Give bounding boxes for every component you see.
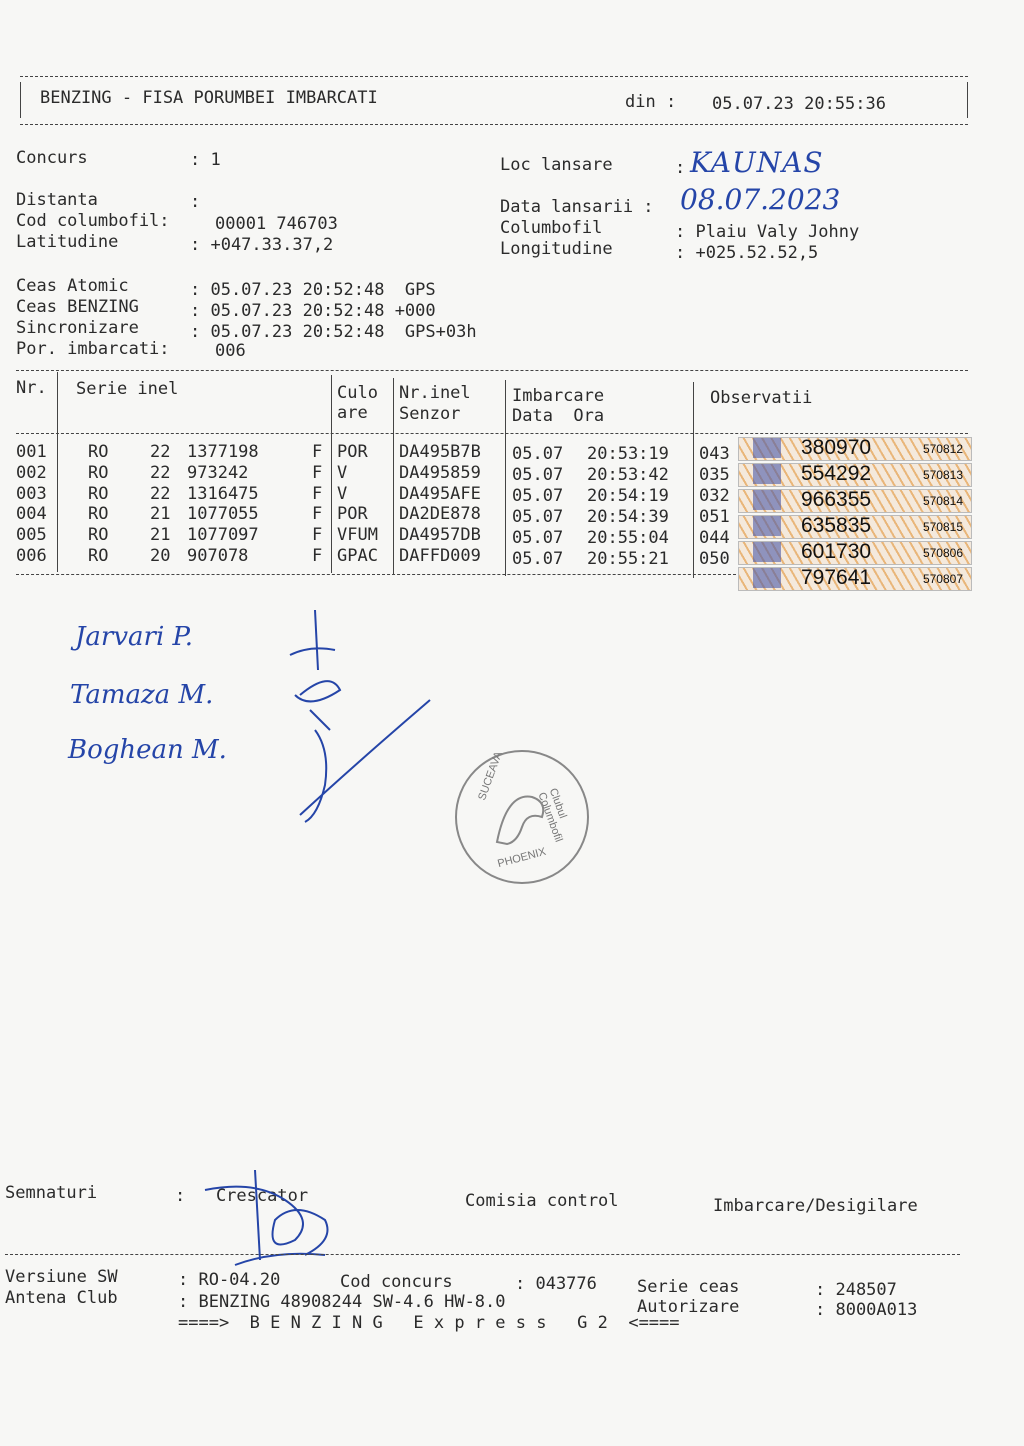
autorizare-value: : 8000A013 (815, 1300, 918, 1320)
header-nrinel-1: Nr.inel (399, 383, 471, 403)
header-nr: Nr. (16, 378, 47, 398)
cell-cul: POR (337, 442, 368, 462)
concurs-value: : 1 (190, 150, 221, 170)
cell-nr: 006 (16, 546, 47, 566)
por-imbarcati-value: 006 (215, 341, 246, 361)
seal-code: 570814 (922, 494, 963, 508)
versiune-sw-value: : RO-04.20 (178, 1270, 281, 1290)
cell-sex: F (312, 525, 323, 546)
cell-cul: V (337, 483, 348, 504)
seal-code: 570807 (922, 572, 963, 586)
seal-flag-icon (753, 542, 781, 562)
col-divider-serie (331, 375, 332, 573)
col-divider-nrinel (505, 380, 506, 576)
semnaturi-label: Semnaturi (5, 1183, 98, 1203)
seal-flag-icon (753, 438, 781, 458)
header-right-border (967, 82, 968, 118)
cell-nr: 004 (16, 504, 47, 525)
footer-divider (5, 1254, 960, 1255)
header-nrinel-2: Senzor (399, 404, 461, 424)
cell-data: 05.07 (512, 507, 564, 527)
sincronizare-label: Sincronizare (16, 318, 139, 338)
loc-lansare-handwritten: KAUNAS (690, 146, 824, 179)
seal-sticker (738, 489, 972, 513)
cell-inel: 1377198 (187, 442, 259, 462)
comisia-control-label: Comisia control (465, 1191, 619, 1211)
cell-tara: RO (88, 525, 109, 546)
seal-flag-icon (753, 516, 781, 536)
handwritten-name-2: Tamaza M. (70, 680, 214, 710)
data-lansarii-label: Data lansarii : (500, 197, 654, 217)
table-top-border (16, 370, 968, 371)
ceas-atomic-value: : 05.07.23 20:52:48 GPS (190, 280, 436, 300)
header-imbarcare-1: Imbarcare (512, 386, 605, 406)
document-title: BENZING - FISA PORUMBEI IMBARCATI (40, 88, 378, 108)
longitudine-value: : +025.52.52,5 (675, 243, 819, 263)
seal-code: 570806 (922, 546, 963, 560)
concurs-label: Concurs (16, 148, 88, 168)
serie-ceas-label: Serie ceas (637, 1277, 740, 1297)
cell-tara: RO (88, 504, 109, 525)
distanta-label: Distanta (16, 190, 98, 210)
cell-senzor: DA495B7B (399, 442, 481, 462)
cell-sex: F (312, 442, 323, 462)
header-imbarcare-2: Data Ora (512, 406, 605, 426)
cell-an: 22 (150, 462, 171, 483)
serie-ceas-value: : 248507 (815, 1280, 897, 1300)
cell-sex: F (312, 504, 323, 525)
cell-inel: 973242 (187, 462, 249, 483)
autorizare-label: Autorizare (637, 1297, 740, 1317)
seal-code: 570813 (922, 468, 963, 482)
data-lansarii-handwritten: 08.07.2023 (680, 183, 841, 216)
cell-tara: RO (88, 546, 109, 566)
stamp-text-right: Clubul Columbofil (535, 786, 569, 844)
header-culoare-1: Culo (337, 383, 378, 403)
cell-data: 05.07 (512, 549, 564, 569)
cell-cul: V (337, 462, 348, 483)
cod-concurs-label: Cod concurs (340, 1272, 453, 1292)
cell-ora: 20:53:19 (587, 444, 669, 464)
cell-obs: 044 (699, 528, 730, 548)
seal-number: 380970 (801, 436, 872, 459)
seal-code: 570815 (922, 520, 963, 534)
sincronizare-value: : 05.07.23 20:52:48 GPS+03h (190, 322, 477, 342)
cell-ora: 20:55:04 (587, 528, 669, 548)
cell-ora: 20:54:19 (587, 486, 669, 506)
latitudine-value: : +047.33.37,2 (190, 235, 334, 255)
stamp-text-bottom: PHOENIX (496, 845, 548, 871)
loc-lansare-label: Loc lansare (500, 155, 613, 175)
por-imbarcati-label: Por. imbarcati: (16, 339, 170, 359)
cell-senzor: DA2DE878 (399, 504, 481, 525)
seal-sticker (738, 515, 972, 539)
cell-ora: 20:53:42 (587, 465, 669, 485)
antena-club-value: : BENZING 48908244 SW-4.6 HW-8.0 (178, 1292, 506, 1312)
stamp-text-top: SUCEAVA (476, 750, 505, 802)
cell-inel: 1077097 (187, 525, 259, 546)
latitudine-label: Latitudine (16, 232, 119, 252)
cell-data: 05.07 (512, 444, 564, 464)
seal-number: 554292 (801, 462, 872, 485)
crescator-label: : Crescator (175, 1186, 309, 1206)
seal-sticker (738, 541, 972, 565)
seal-number: 601730 (801, 540, 872, 563)
header-culoare-2: are (337, 403, 368, 423)
ceas-atomic-label: Ceas Atomic (16, 276, 129, 296)
cell-an: 22 (150, 483, 171, 504)
columbofil-value: : Plaiu Valy Johny (675, 222, 860, 242)
col-divider-culoare (393, 378, 394, 574)
header-serie-inel: Serie inel (76, 379, 179, 399)
columbofil-label: Columbofil (500, 218, 603, 238)
cell-cul: GPAC (337, 546, 378, 566)
antena-club-label: Antena Club (5, 1288, 118, 1308)
cell-inel: 1077055 (187, 504, 259, 525)
cod-columbofil-label: Cod columbofil: (16, 211, 170, 231)
header-bottom-border (20, 124, 968, 125)
cell-tara: RO (88, 442, 109, 462)
distanta-value: : (190, 192, 201, 212)
cell-obs: 050 (699, 549, 730, 569)
cell-nr: 002 (16, 462, 47, 483)
cell-senzor: DA495AFE (399, 483, 481, 504)
imbarcare-desigilare-label: Imbarcare/Desigilare (713, 1196, 918, 1216)
cell-data: 05.07 (512, 465, 564, 485)
handwritten-name-1: Jarvari P. (75, 622, 194, 652)
cell-nr: 003 (16, 483, 47, 504)
header-observatii: Observatii (710, 388, 813, 408)
seal-code: 570812 (922, 442, 963, 456)
cell-tara: RO (88, 462, 109, 483)
date-label: din : (625, 92, 677, 112)
handwritten-name-3: Boghean M. (68, 735, 227, 765)
cell-nr: 001 (16, 442, 47, 462)
col-divider-nr (57, 372, 58, 572)
cell-sex: F (312, 462, 323, 483)
versiune-sw-label: Versiune SW (5, 1267, 118, 1287)
header-top-border (20, 76, 968, 77)
cell-sex: F (312, 546, 323, 566)
cell-inel: 1316475 (187, 483, 259, 504)
loc-lansare-sep: : (675, 158, 686, 178)
cell-cul: VFUM (337, 525, 378, 546)
col-divider-imbarcare (693, 382, 694, 578)
cell-an: 21 (150, 504, 171, 525)
cell-senzor: DAFFD009 (399, 546, 481, 566)
seal-number: 966355 (801, 488, 872, 511)
cell-an: 22 (150, 442, 171, 462)
seal-flag-icon (753, 568, 781, 588)
cell-data: 05.07 (512, 486, 564, 506)
cell-sex: F (312, 483, 323, 504)
longitudine-label: Longitudine (500, 239, 613, 259)
ceas-benzing-value: : 05.07.23 20:52:48 +000 (190, 301, 436, 321)
date-value: 05.07.23 20:55:36 (712, 94, 886, 114)
table-bottom-border (16, 574, 736, 575)
table-header-divider (16, 433, 968, 434)
cell-an: 21 (150, 525, 171, 546)
cell-ora: 20:54:39 (587, 507, 669, 527)
seal-sticker (738, 567, 972, 591)
ceas-benzing-label: Ceas BENZING (16, 297, 139, 317)
cell-obs: 032 (699, 486, 730, 506)
seal-sticker (738, 437, 972, 461)
cod-columbofil-value: 00001 746703 (215, 214, 338, 234)
club-stamp (455, 750, 589, 884)
cell-obs: 043 (699, 444, 730, 464)
signature-scribble (270, 600, 440, 830)
cell-inel: 907078 (187, 546, 249, 566)
seal-sticker (738, 463, 972, 487)
seal-flag-icon (753, 490, 781, 510)
benzing-express-banner: ====> B E N Z I N G E x p r e s s G 2 <==== (178, 1313, 680, 1333)
cell-senzor: DA495859 (399, 462, 481, 483)
cell-ora: 20:55:21 (587, 549, 669, 569)
seal-number: 797641 (801, 566, 872, 589)
seal-number: 635835 (801, 514, 872, 537)
cell-senzor: DA4957DB (399, 525, 481, 546)
header-left-border (20, 82, 21, 118)
cod-concurs-value: : 043776 (515, 1274, 597, 1294)
cell-an: 20 (150, 546, 171, 566)
stamp-phoenix-emblem (487, 782, 557, 852)
cell-data: 05.07 (512, 528, 564, 548)
cell-obs: 051 (699, 507, 730, 527)
cell-obs: 035 (699, 465, 730, 485)
cell-cul: POR (337, 504, 368, 525)
seal-flag-icon (753, 464, 781, 484)
cell-nr: 005 (16, 525, 47, 546)
cell-tara: RO (88, 483, 109, 504)
